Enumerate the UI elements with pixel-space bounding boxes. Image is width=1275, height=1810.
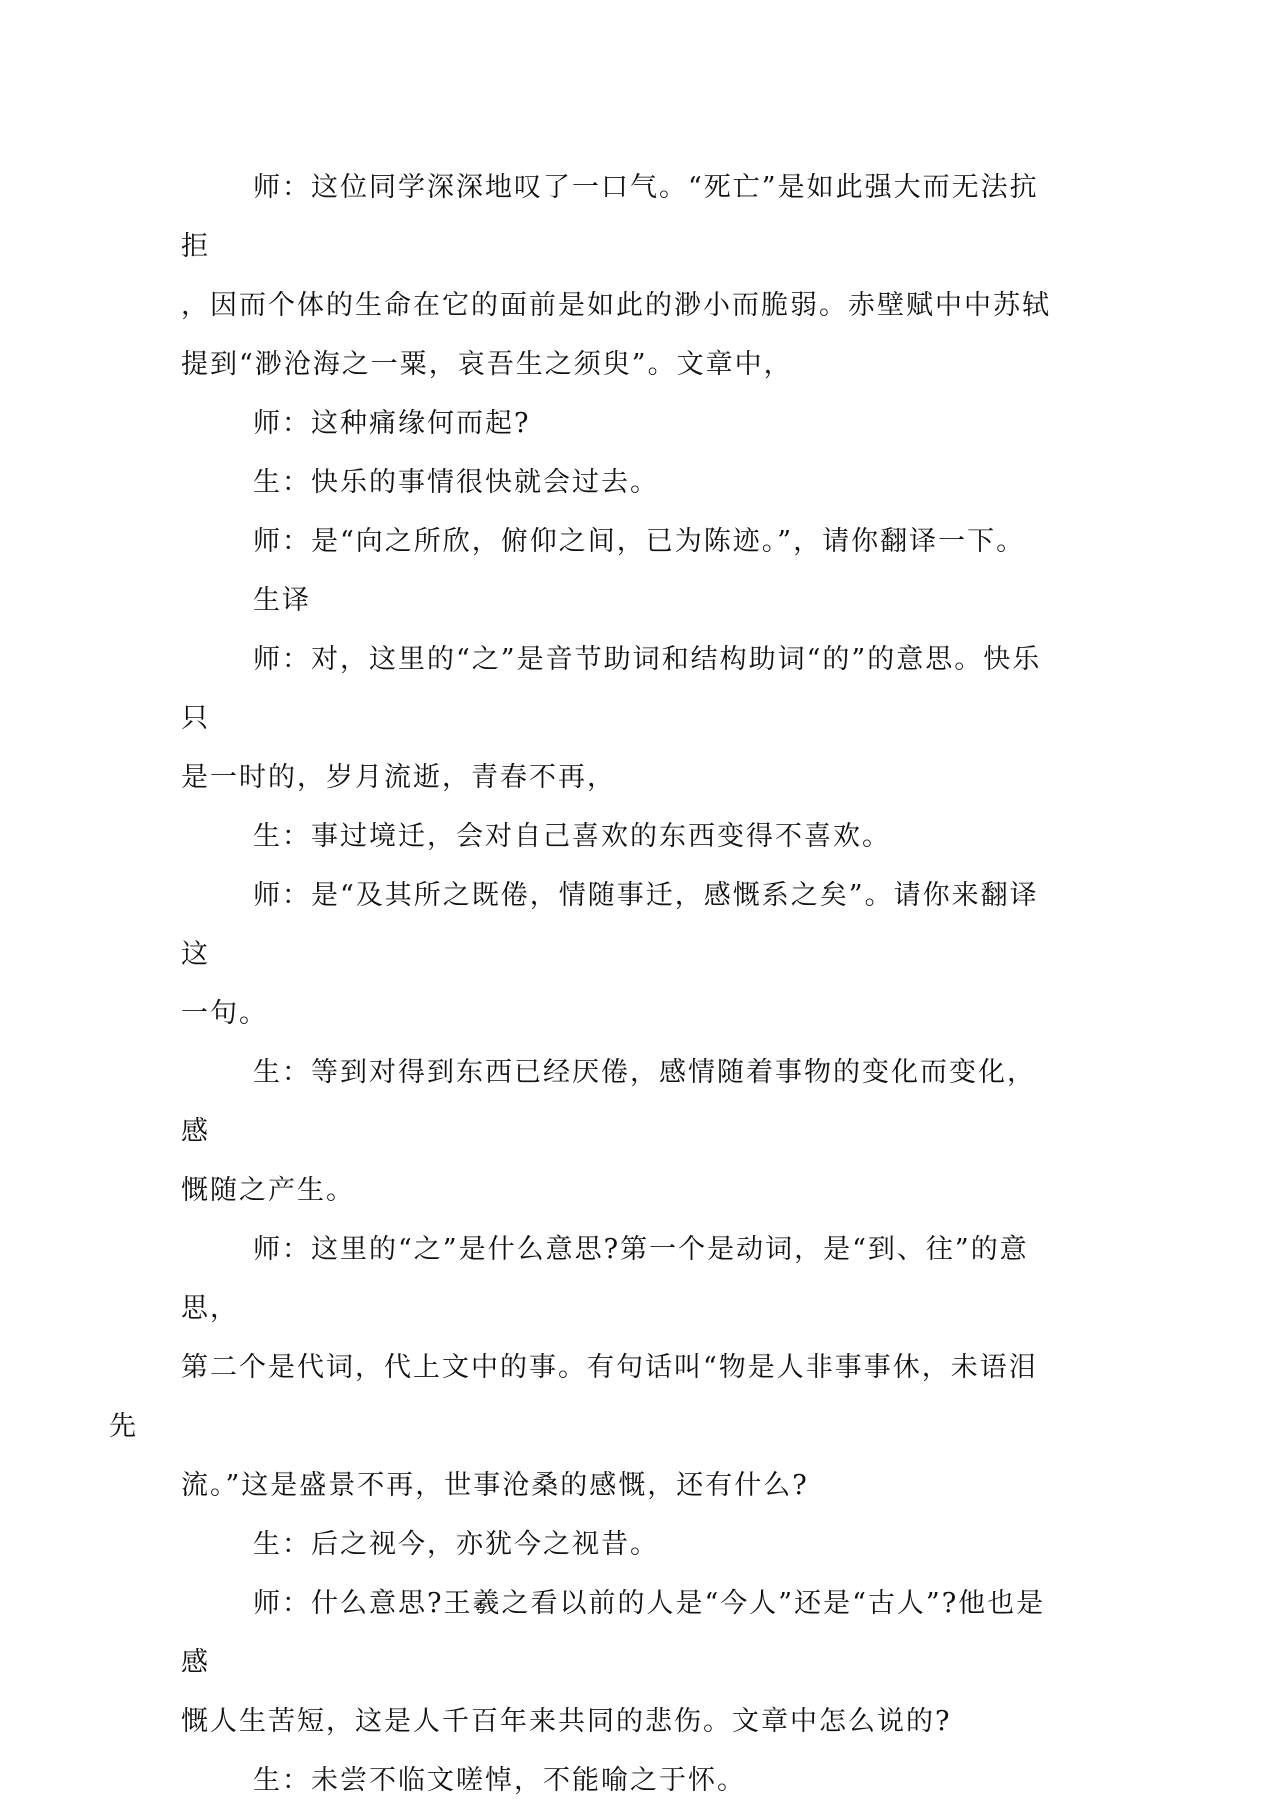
paragraph [181, 394, 1051, 453]
document-body [109, 158, 1051, 1810]
text-line: 师：对，这里的“之”是音节助词和结构助词“的”的意思。快乐只 [181, 644, 1042, 734]
text-line: 师：这里的“之”是什么意思?第一个是动词，是“到、往”的意思， [181, 1234, 1029, 1324]
text-line: 师：这位同学深深地叹了一口气。“死亡”是如此强大而无法抗拒 [181, 172, 1039, 262]
text-line: 第二个是代词，代上文中的事。有句话叫“物是人非事事休，未语泪先 [109, 1352, 1038, 1442]
paragraph [181, 1043, 1051, 1220]
paragraph [181, 807, 1051, 866]
paragraph [181, 866, 1051, 1043]
text-line: 生：后之视今，亦犹今之视昔。 [253, 1529, 659, 1560]
text-line: 师：这种痛缘何而起? [253, 408, 531, 439]
paragraph [181, 453, 1051, 512]
text-line: 生：事过境迁，会对自己喜欢的东西变得不喜欢。 [253, 821, 891, 852]
paragraph [181, 1574, 1051, 1751]
text-line: 师：是“及其所之既倦，情随事迁，感慨系之矣”。请你来翻译这 [181, 880, 1039, 970]
text-line: 生：等到对得到东西已经厌倦，感情随着事物的变化而变化，感 [181, 1057, 1036, 1147]
text-line: 慨随之产生。 [181, 1175, 355, 1206]
paragraph [181, 1515, 1051, 1574]
paragraph [181, 630, 1051, 807]
text-line: 生译 [253, 585, 311, 616]
paragraph [181, 1751, 1051, 1810]
text-line: 一句。 [181, 998, 268, 1029]
text-line: 提到“渺沧海之一粟，哀吾生之须臾”。文章中， [181, 349, 793, 380]
text-line: 慨人生苦短，这是人千百年来共同的悲伤。文章中怎么说的? [181, 1706, 952, 1737]
text-line: 师：是“向之所欣，俯仰之间，已为陈迹。”，请你翻译一下。 [253, 526, 1026, 557]
paragraph [181, 512, 1051, 571]
paragraph [181, 158, 1051, 394]
text-line: 生：未尝不临文嗟悼，不能喻之于怀。 [253, 1765, 746, 1796]
text-line: 是一时的，岁月流逝，青春不再， [181, 762, 616, 793]
text-line: 生：快乐的事情很快就会过去。 [253, 467, 659, 498]
text-line: ，因而个体的生命在它的面前是如此的渺小而脆弱。赤壁赋中中苏轼 [181, 290, 1051, 321]
text-line: 师：什么意思?王羲之看以前的人是“今人”还是“古人”?他也是感 [181, 1588, 1046, 1678]
text-line: 流。”这是盛景不再，世事沧桑的感慨，还有什么? [181, 1470, 809, 1501]
paragraph [181, 571, 1051, 630]
paragraph [109, 1220, 1051, 1515]
